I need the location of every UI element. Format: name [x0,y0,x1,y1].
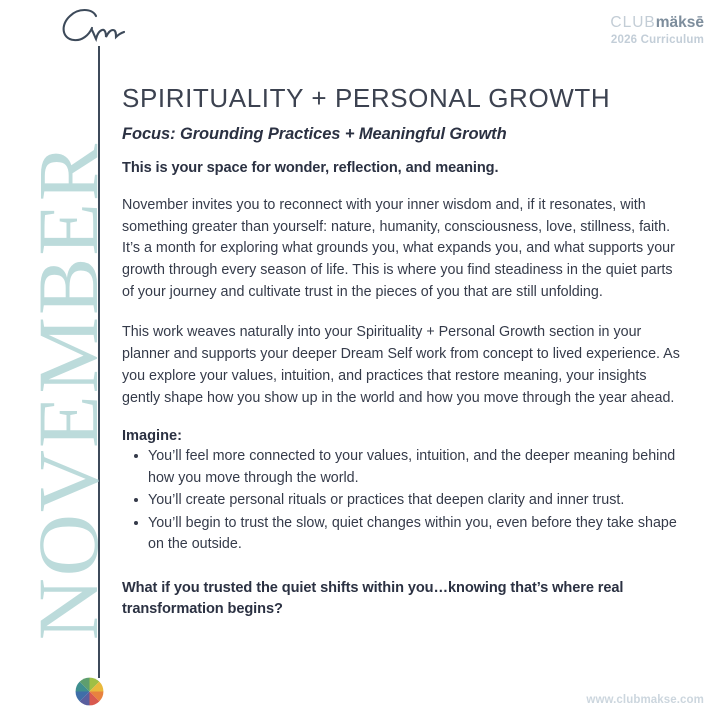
list-item: You’ll begin to trust the slow, quiet changes within you, even before they take shape on the outside. [148,513,687,556]
list-item: You’ll feel more connected to your values, intuition, and the deeper meaning behind how you move through the world. [148,446,687,489]
focus-line: Focus: Grounding Practices + Meaningful Growth [122,124,507,143]
brand-logo [610,14,704,31]
brand-subtitle: 2026 Curriculum [610,34,704,47]
main-content [122,84,687,621]
imagine-label: Imagine: [122,428,183,445]
footer-website-url[interactable]: www.clubmakse.com [586,694,704,706]
brand-logo-club: CLUB [610,14,656,31]
list-item: You’ll create personal rituals or practices that deepen clarity and inner trust. [148,490,687,511]
brand-header [610,14,704,46]
closing-question: What if you trusted the quiet shifts within you…knowing that’s where real transformation begins? [122,579,624,618]
vertical-month-label: NOVEMBER [20,141,116,641]
brand-logo-makse: mäksē [655,14,704,31]
monogram-cm-icon [52,6,142,50]
page-title: SPIRITUALITY + PERSONAL GROWTH [122,83,611,113]
color-wheel-icon [75,677,104,706]
lede-text: This is your space for wonder, reflection, and meaning. [122,159,499,176]
imagine-bullet-list [122,446,687,555]
body-paragraph-1: November invites you to reconnect with your inner wisdom and, if it resonates, with something greater than yourself: nature, humanity, consciousness, love, stillness, faith. It’s a month for exploring what grounds you, what expands you, and what supports your growth through every season of life. This is where you find steadiness in the quiet parts of your journey and cultivate trust in the pieces of you that are still unfolding. [122,196,675,300]
body-paragraph-2: This work weaves naturally into your Spirituality + Personal Growth section in your planner and supports your deeper Dream Self work from concept to lived experience. As you explore your values, intuition, and practices that restore meaning, your insights gently shape how you show up in the world and how you move through the year ahead. [122,324,680,406]
